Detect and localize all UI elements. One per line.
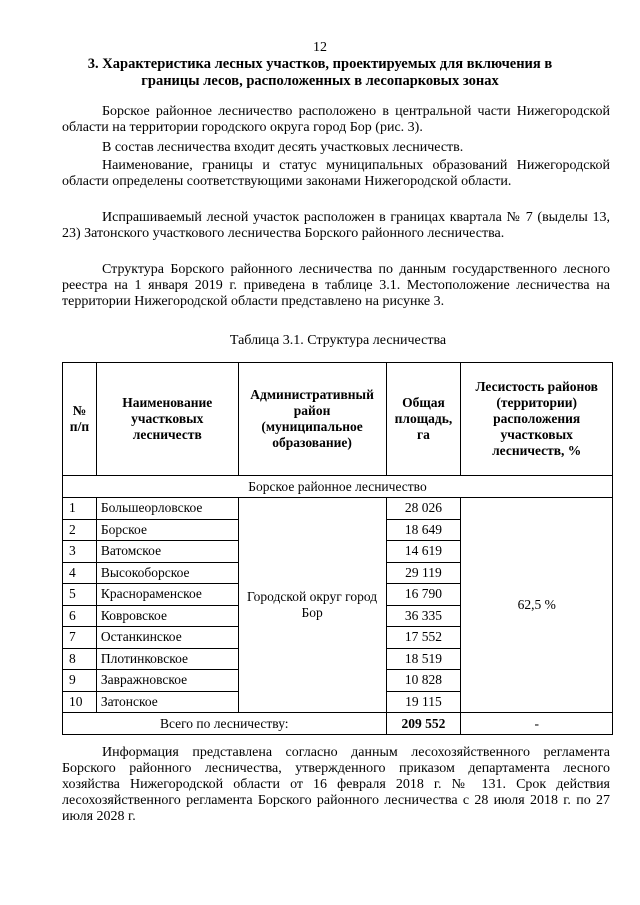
- row-name: Плотинковское: [96, 648, 238, 670]
- row-num: 2: [63, 519, 97, 541]
- paragraph-plot: Испрашиваемый лесной участок расположен в границах квартала № 7 (выделы 13, 23) Затонского участкового лесничества Борского районного лесничества.: [62, 210, 610, 241]
- row-num: 8: [63, 648, 97, 670]
- paragraph-municipal: Наименование, границы и статус муниципальных образований Нижегородской области определены соответствующими законами Нижегородской области.: [62, 158, 610, 189]
- row-name: Борское: [96, 519, 238, 541]
- section-heading: 3. Характеристика лесных участков, проектируемых для включения в границы лесов, расположенных в лесопарковых зонах: [87, 56, 553, 89]
- row-area: 10 828: [386, 670, 461, 692]
- row-area: 36 335: [386, 605, 461, 627]
- row-num: 5: [63, 584, 97, 606]
- header-area: Общая площадь, га: [386, 363, 461, 476]
- header-name: Наименование участковых лесничеств: [96, 363, 238, 476]
- group-title: Борское районное лесничество: [63, 476, 613, 498]
- table-caption: Таблица 3.1. Структура лесничества: [229, 333, 447, 348]
- total-row: [63, 713, 613, 735]
- structure-table: [62, 362, 613, 735]
- total-forest-cover: -: [461, 713, 613, 735]
- row-area: 18 519: [386, 648, 461, 670]
- row-name: Затонское: [96, 691, 238, 713]
- table-header-row: [63, 363, 613, 476]
- row-name: Высокоборское: [96, 562, 238, 584]
- paragraph-source: Информация представлена согласно данным лесохозяйственного регламента Борского районного лесничества, утвержденного приказом департамента лесного хозяйства Нижегородской области от 16 февраля 2018 г. № 131. Срок действия лесохозяйственного регламента Борского районного лесничества с 28 июля 2018 г. по 27 июля 2028 г.: [62, 745, 610, 824]
- paragraph-structure: Структура Борского районного лесничества по данным государственного лесного реестра на 1 января 2019 г. приведена в таблице 3.1. Местоположение лесничества на территории Нижегородской области представлено на рисунке 3.: [62, 262, 610, 309]
- row-name: Завражновское: [96, 670, 238, 692]
- total-area: 209 552: [386, 713, 461, 735]
- page-number: 12: [313, 40, 327, 55]
- row-area: 18 649: [386, 519, 461, 541]
- row-name: Останкинское: [96, 627, 238, 649]
- paragraph-composition: В состав лесничества входит десять участковых лесничеств.: [102, 140, 464, 155]
- district-cell: Городской округ город Бор: [238, 498, 386, 713]
- header-district: Административный район (муниципальное образование): [238, 363, 386, 476]
- row-area: 16 790: [386, 584, 461, 606]
- row-area: 29 119: [386, 562, 461, 584]
- table-row: [63, 498, 613, 520]
- row-area: 28 026: [386, 498, 461, 520]
- row-num: 7: [63, 627, 97, 649]
- header-num: № п/п: [63, 363, 97, 476]
- paragraph-location: Борское районное лесничество расположено в центральной части Нижегородской области на территории городского округа город Бор (рис. 3).: [62, 104, 610, 135]
- row-num: 6: [63, 605, 97, 627]
- forest-cover-cell: 62,5 %: [461, 498, 613, 713]
- row-name: Краснораменское: [96, 584, 238, 606]
- row-num: 4: [63, 562, 97, 584]
- row-name: Большеорловское: [96, 498, 238, 520]
- row-num: 1: [63, 498, 97, 520]
- row-area: 17 552: [386, 627, 461, 649]
- row-name: Ковровское: [96, 605, 238, 627]
- row-num: 3: [63, 541, 97, 563]
- group-row: [63, 476, 613, 498]
- total-label: Всего по лесничеству:: [63, 713, 387, 735]
- row-area: 14 619: [386, 541, 461, 563]
- header-forest: Лесистость районов (территории) расположения участковых лесничеств, %: [461, 363, 613, 476]
- row-num: 10: [63, 691, 97, 713]
- row-name: Ватомское: [96, 541, 238, 563]
- row-area: 19 115: [386, 691, 461, 713]
- row-num: 9: [63, 670, 97, 692]
